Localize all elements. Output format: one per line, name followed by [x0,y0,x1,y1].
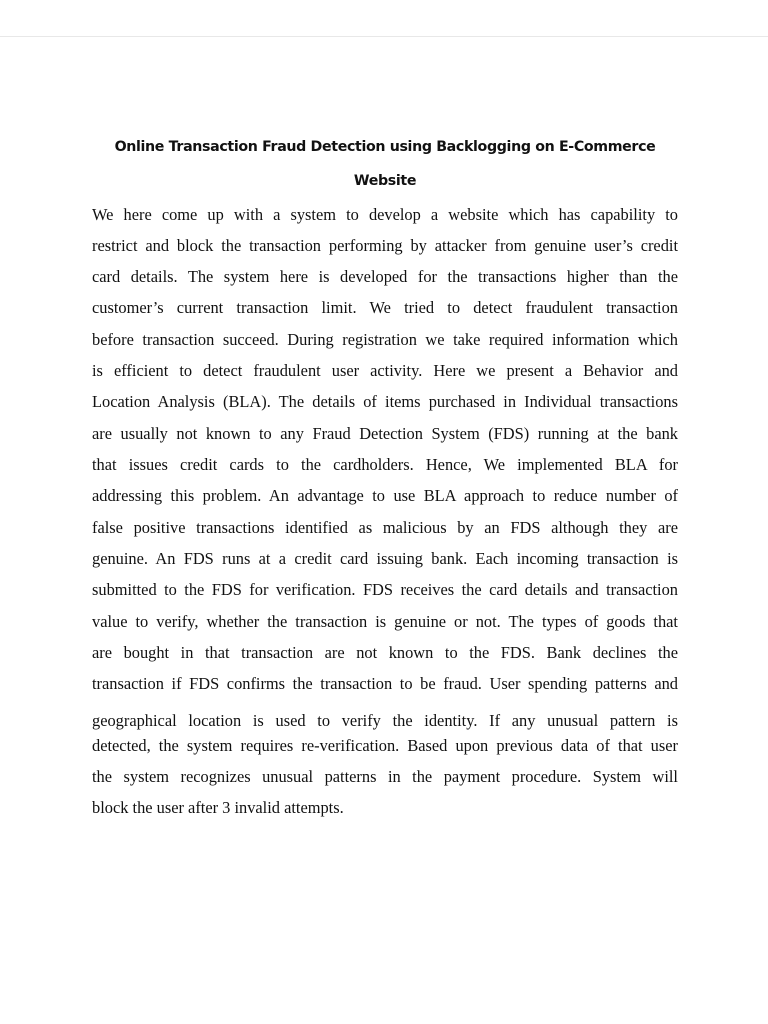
paragraph-line: value to verify, whether the transaction is genuine or not. The types of goods that [92,612,678,631]
document-title-line-2: Website [353,173,417,189]
paragraph-line: that issues credit cards to the cardholders. Hence, We implemented BLA for [92,455,678,474]
paragraph-line: submitted to the FDS for verification. FDS receives the card details and transaction [92,580,678,599]
paragraph-line: false positive transactions identified as malicious by an FDS although they are [92,518,678,537]
paragraph-line: card details. The system here is developed for the transactions higher than the [92,267,678,286]
paragraph-line: are bought in that transaction are not known to the FDS. Bank declines the [92,643,678,662]
paragraph-line: Location Analysis (BLA). The details of items purchased in Individual transactions [92,392,678,411]
paragraph-line: is efficient to detect fraudulent user activity. Here we present a Behavior and [92,361,678,380]
paragraph-line: genuine. An FDS runs at a credit card issuing bank. Each incoming transaction is [92,549,678,568]
paragraph-line: before transaction succeed. During registration we take required information which [92,330,678,349]
paragraph-line: transaction if FDS confirms the transaction to be fraud. User spending patterns and [92,674,678,693]
paragraph-line: customer’s current transaction limit. We tried to detect fraudulent transaction [92,298,678,317]
paragraph-line: addressing this problem. An advantage to use BLA approach to reduce number of [92,486,678,505]
paragraph-line: geographical location is used to verify the identity. If any unusual pattern is [92,711,678,730]
paragraph-line: are usually not known to any Fraud Detection System (FDS) running at the bank [92,424,678,443]
paragraph-line: restrict and block the transaction performing by attacker from genuine user’s credit [92,236,678,255]
document-title-line-1: Online Transaction Fraud Detection using Backlogging on E-Commerce [114,139,656,155]
paragraph-line: block the user after 3 invalid attempts. [92,798,344,817]
paragraph-line: the system recognizes unusual patterns in the payment procedure. System will [92,767,678,786]
paragraph-line: We here come up with a system to develop a website which has capability to [92,205,678,224]
paragraph-line: detected, the system requires re-verification. Based upon previous data of that user [92,736,678,755]
page-top-edge [0,36,768,37]
